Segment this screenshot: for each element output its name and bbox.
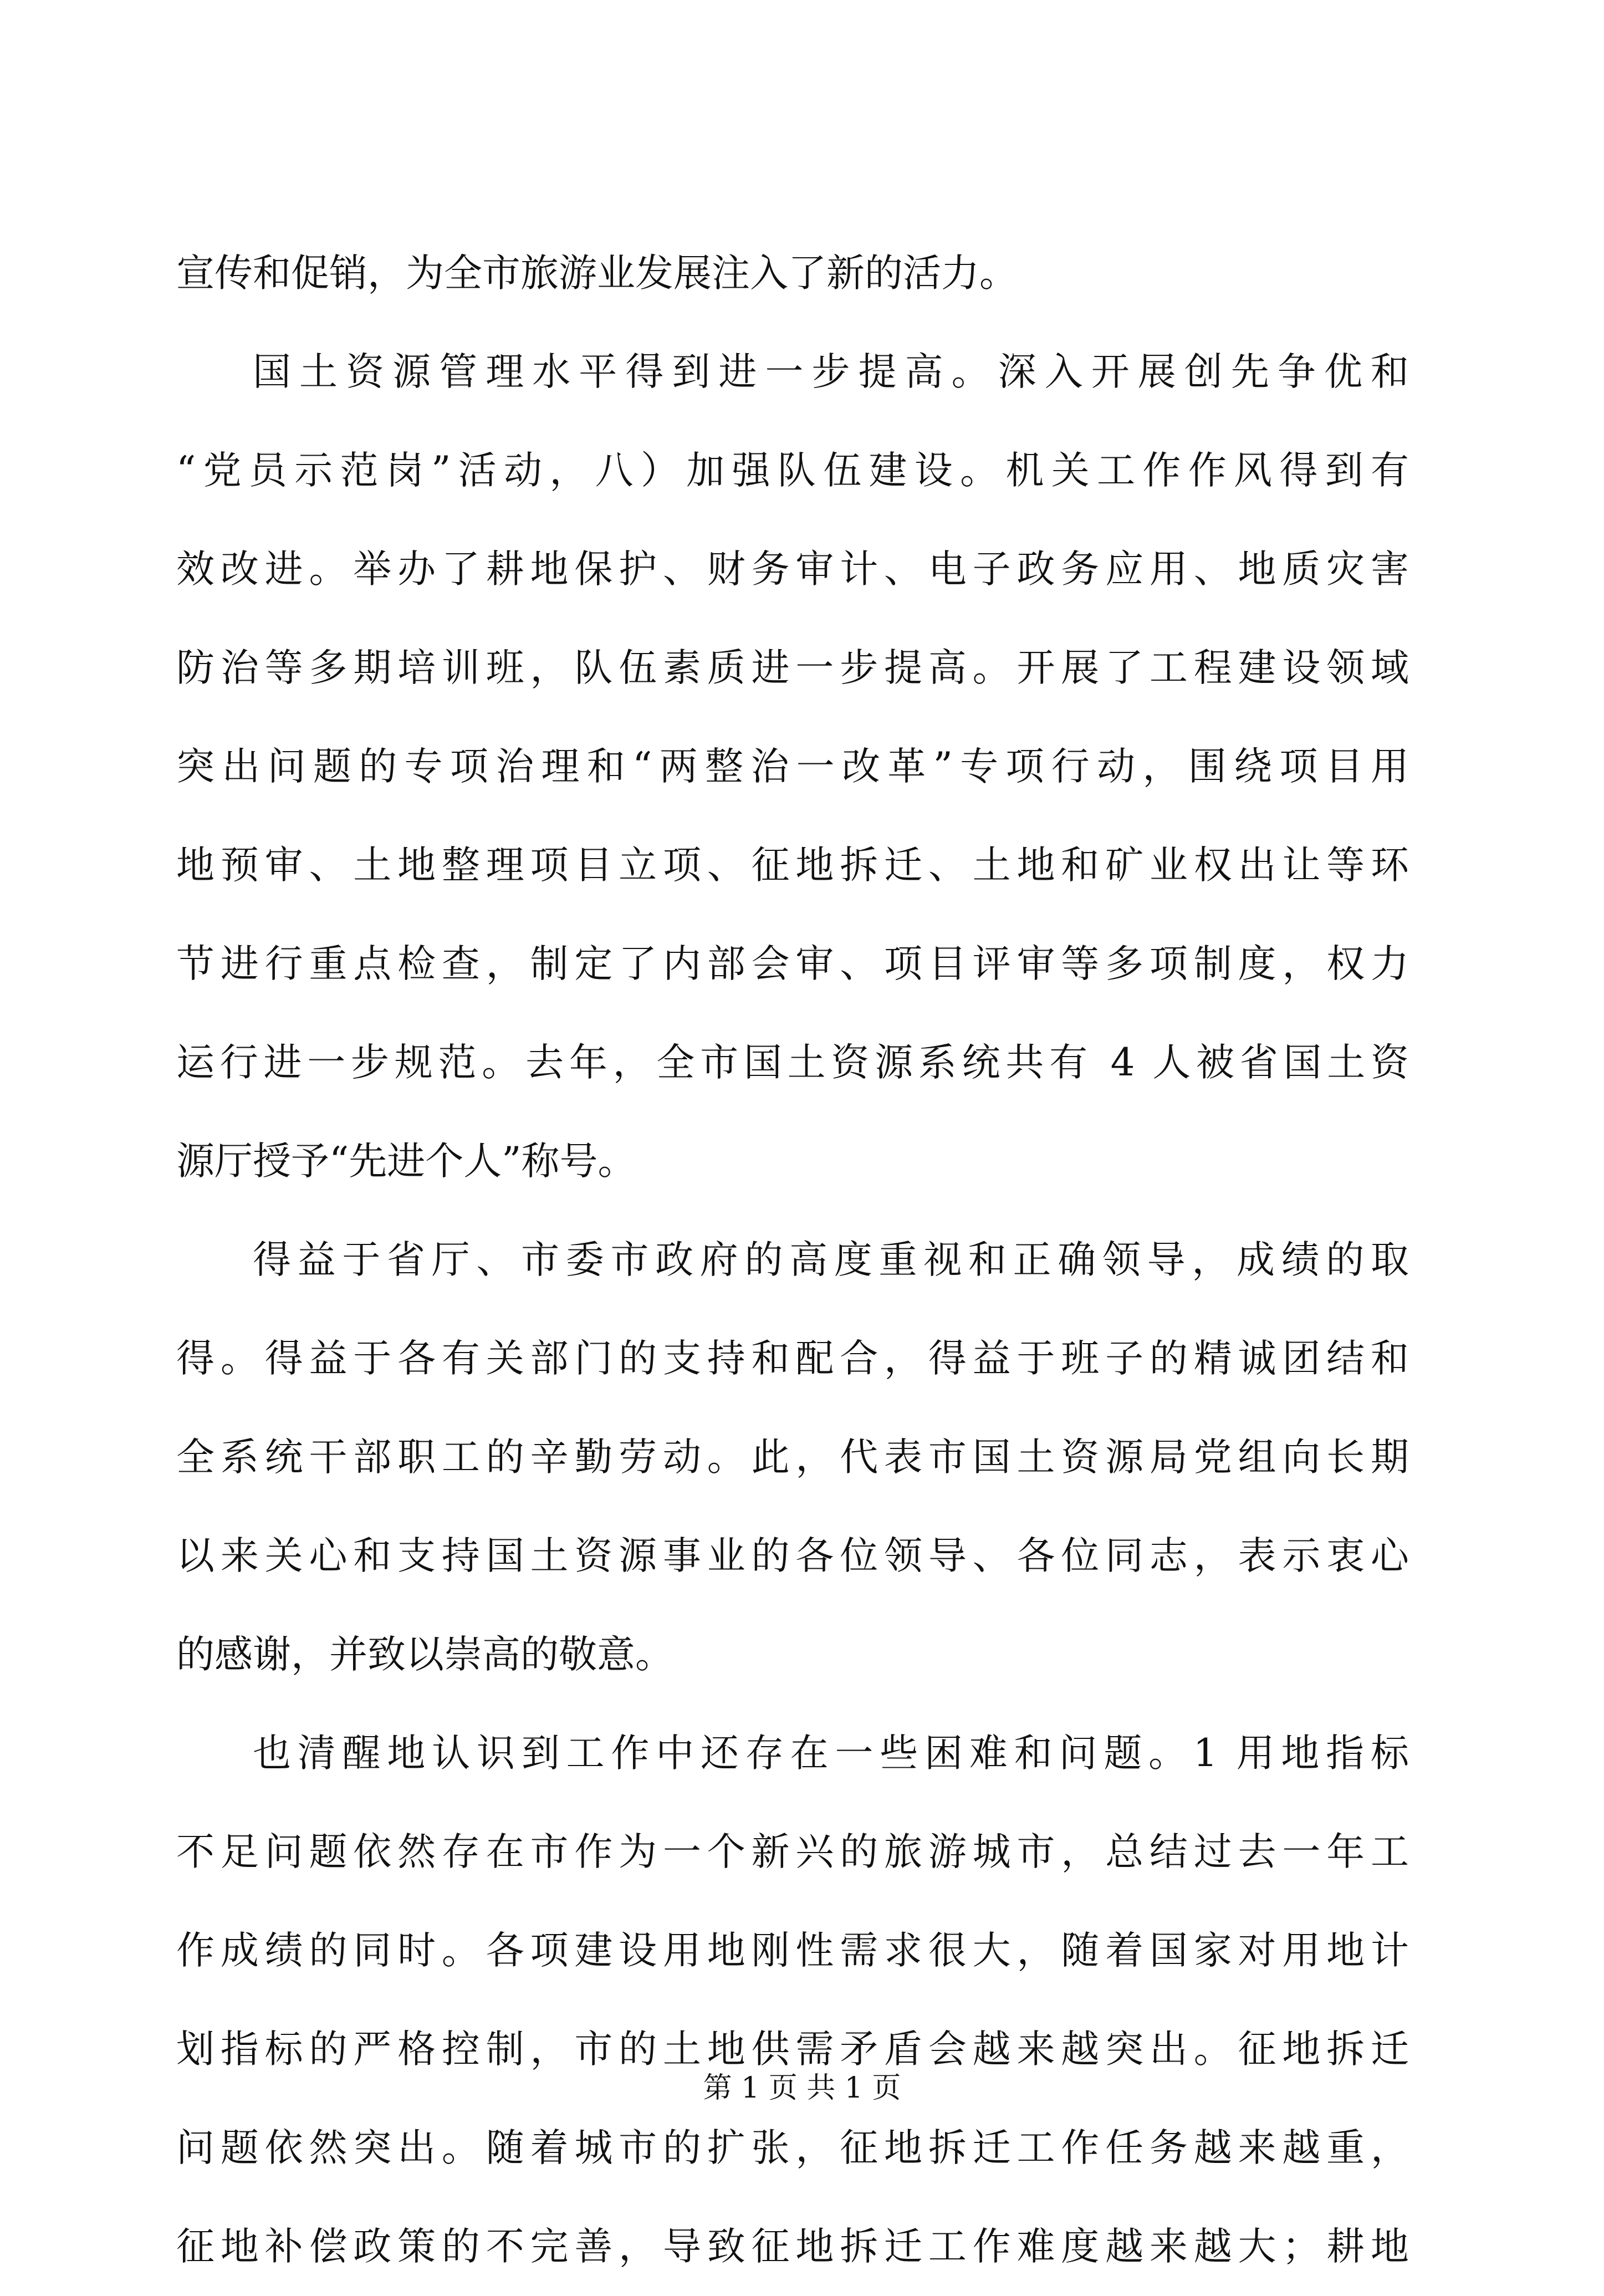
document-body <box>176 224 1409 2296</box>
text-line: 以来关心和支持国土资源事业的各位领导、各位同志，表示衷心 <box>176 1534 1409 1578</box>
text-line: 国土资源管理水平得到进一步提高。深入开展创先争优和 <box>253 350 1409 394</box>
text-line: 节进行重点检查，制定了内部会审、项目评审等多项制度，权力 <box>176 942 1409 986</box>
text-line: 的感谢，并致以崇高的敬意。 <box>176 1632 673 1677</box>
text-line: 突出问题的专项治理和“两整治一改革”专项行动，围绕项目用 <box>176 744 1409 789</box>
text-line: 得益于省厅、市委市政府的高度重视和正确领导，成绩的取 <box>253 1238 1409 1282</box>
text-line: 不足问题依然存在市作为一个新兴的旅游城市，总结过去一年工 <box>176 1830 1409 1874</box>
text-line: 防治等多期培训班，队伍素质进一步提高。开展了工程建设领域 <box>176 646 1409 690</box>
text-line: 宣传和促销，为全市旅游业发展注入了新的活力。 <box>176 251 1018 295</box>
text-line: 也清醒地认识到工作中还存在一些困难和问题。1 用地指标 <box>253 1731 1409 1775</box>
text-line: “党员示范岗”活动，八）加强队伍建设。机关工作作风得到有 <box>176 448 1409 493</box>
text-line: 地预审、土地整理项目立项、征地拆迁、土地和矿业权出让等环 <box>176 843 1409 887</box>
page-footer: 第 1 页 共 1 页 <box>703 2071 901 2105</box>
text-line: 源厅授予“先进个人”称号。 <box>176 1139 636 1183</box>
text-line: 划指标的严格控制，市的土地供需矛盾会越来越突出。征地拆迁 <box>176 2027 1409 2071</box>
text-line: 问题依然突出。随着城市的扩张，征地拆迁工作任务越来越重， <box>176 2126 1409 2170</box>
text-line: 征地补偿政策的不完善，导致征地拆迁工作难度越来越大；耕地 <box>176 2224 1409 2269</box>
text-line: 作成绩的同时。各项建设用地刚性需求很大，随着国家对用地计 <box>176 1928 1409 1973</box>
text-line: 运行进一步规范。去年，全市国土资源系统共有 4 人被省国土资 <box>176 1040 1409 1085</box>
text-line: 得。得益于各有关部门的支持和配合，得益于班子的精诚团结和 <box>176 1336 1409 1381</box>
text-line: 效改进。举办了耕地保护、财务审计、电子政务应用、地质灾害 <box>176 547 1409 591</box>
text-line: 全系统干部职工的辛勤劳动。此，代表市国土资源局党组向长期 <box>176 1435 1409 1479</box>
